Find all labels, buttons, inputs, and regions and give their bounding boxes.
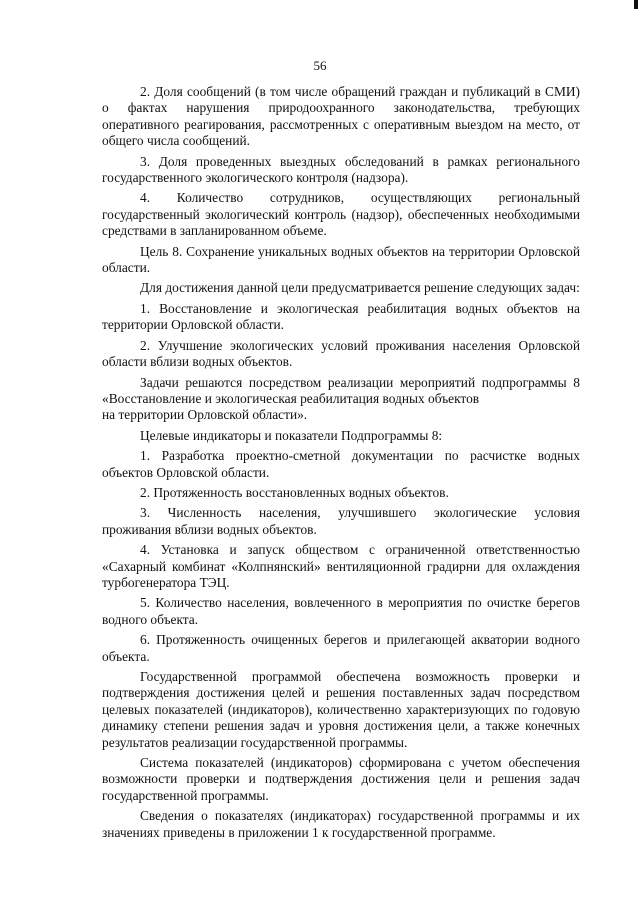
paragraph-share-of-reports: 2. Доля сообщений (в том числе обращений граждан и публикаций в СМИ) о фактах нарушения природоохранного законодательства, требующих оперативного реагирования, рассмотренных с оперативным выездом на место, от общего числа сообщений. [102, 84, 580, 149]
paragraph-indicator-3: 3. Численность населения, улучшившего экологические условия проживания вблизи водных объектов. [102, 505, 580, 537]
paragraph-subprogram-8: Задачи решаются посредством реализации мероприятий подпрограммы 8 «Восстановление и экологическая реабилитация водных объектов [102, 374, 580, 406]
scan-corner-mark [634, 0, 638, 9]
paragraph-indicator-1: 1. Разработка проектно-сметной документации по расчистке водных объектов Орловской области. [102, 448, 580, 480]
paragraph-subprogram-8-continued: на территории Орловской области». [102, 407, 308, 423]
paragraph-share-of-inspections: 3. Доля проведенных выездных обследований в рамках регионального государственного экологического контроля (надзора). [102, 153, 580, 186]
paragraph-indicator-system: Система показателей (индикаторов) сформирована с учетом обеспечения возможности проверки и подтверждения достижения цели и решения задач государственной программы. [102, 755, 580, 803]
paragraph-staff-count: 4. Количество сотрудников, осуществляющих региональный государственный экологический контроль (надзор), обеспеченных необходимыми средствами в запланированном объеме. [102, 190, 580, 239]
paragraph-task-2: 2. Улучшение экологических условий проживания населения Орловской области вблизи водных объектов. [102, 337, 580, 370]
paragraph-goal-8: Цель 8. Сохранение уникальных водных объектов на территории Орловской области. [102, 243, 580, 276]
paragraph-indicator-5: 5. Количество населения, вовлеченного в мероприятия по очистке берегов водного объекта. [102, 595, 580, 627]
paragraph-indicator-2: 2. Протяженность восстановленных водных объектов. [140, 484, 449, 500]
paragraph-appendix-reference: Сведения о показателях (индикаторах) государственной программы и их значениях приведены в приложении 1 к государственной программе. [102, 808, 580, 840]
paragraph-indicator-6: 6. Протяженность очищенных берегов и прилегающей акватории водного объекта. [102, 632, 580, 664]
paragraph-indicators-heading: Целевые индикаторы и показатели Подпрограммы 8: [140, 427, 443, 443]
paragraph-task-1: 1. Восстановление и экологическая реабилитация водных объектов на территории Орловской области. [102, 300, 580, 333]
document-body [102, 84, 580, 845]
paragraph-verification: Государственной программой обеспечена возможность проверки и подтверждения достижения целей и решения поставленных задач посредством целевых показателей (индикаторов), количественно характеризующих по годовую динамику степени решения задач и уровня достижения цели, а также конечных результатов реализации государственной программы. [102, 669, 580, 750]
page-number: 56 [313, 58, 327, 73]
paragraph-indicator-4: 4. Установка и запуск обществом с ограниченной ответственностью «Сахарный комбинат «Колпнянский» вентиляционной градирни для охлаждения турбогенератора ТЭЦ. [102, 542, 580, 590]
paragraph-tasks-intro: Для достижения данной цели предусматривается решение следующих задач: [140, 280, 580, 296]
